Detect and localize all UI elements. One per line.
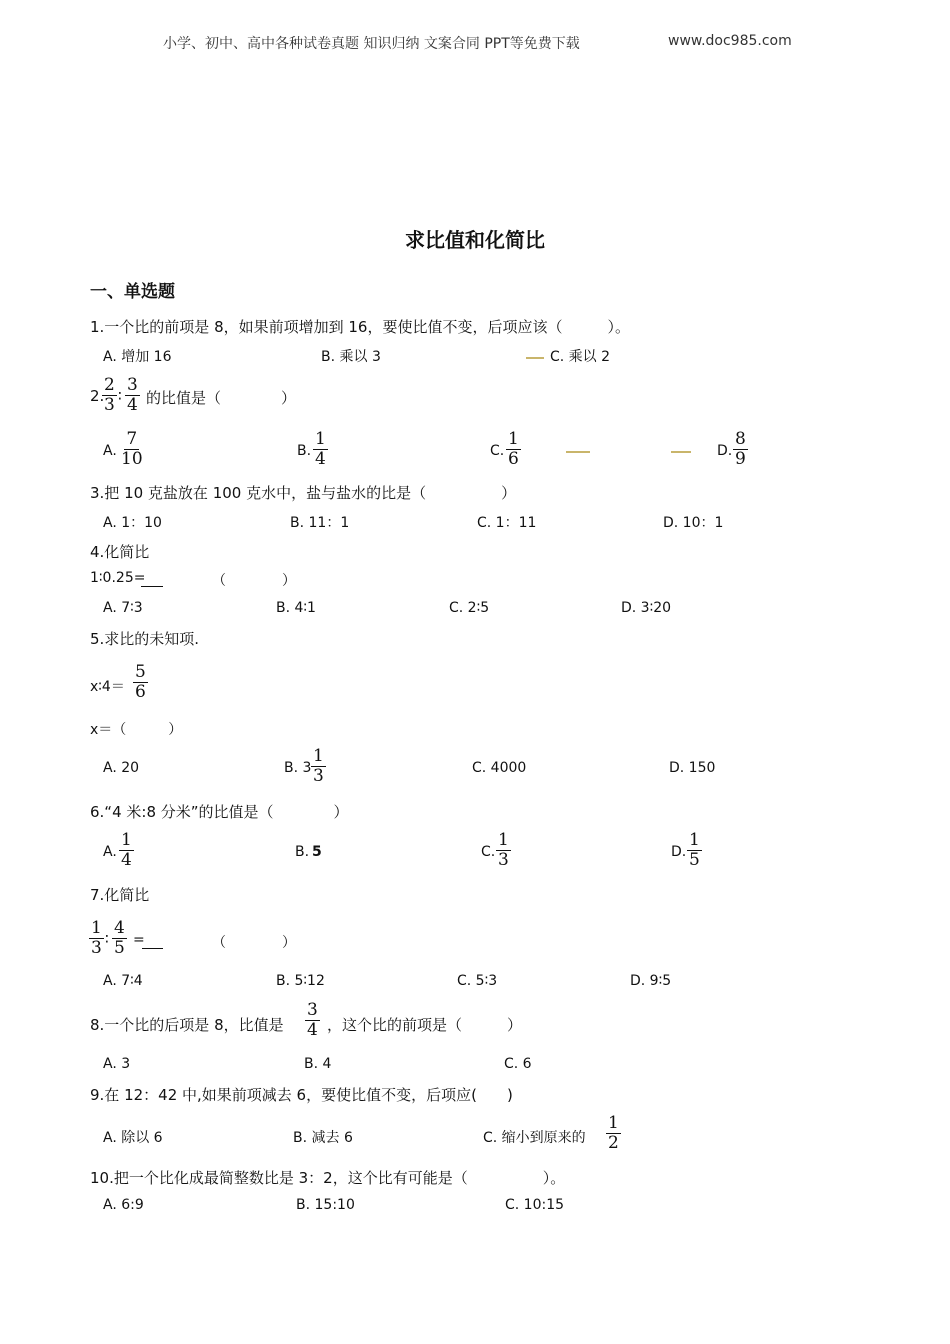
q4-option-d[interactable]: D. 3∶20 bbox=[621, 600, 672, 616]
q6-option-c-label[interactable]: C. bbox=[481, 844, 496, 860]
section-heading: 一、单选题 bbox=[90, 282, 175, 302]
q5-stem: 5.求比的未知项. bbox=[90, 630, 200, 648]
q2-a-num: 7 bbox=[126, 429, 138, 449]
q8-stem-a: 8.一个比的后项是 8，比值是 bbox=[90, 1016, 284, 1034]
q5-f-den: 6 bbox=[135, 682, 146, 702]
q4-option-c[interactable]: C. 2∶5 bbox=[449, 600, 490, 616]
q7-f1-num: 1 bbox=[91, 918, 102, 938]
q5-option-b-fraction[interactable] bbox=[311, 747, 326, 786]
q3-option-b[interactable]: B. 11：1 bbox=[290, 515, 350, 531]
q5-option-d[interactable]: D. 150 bbox=[669, 760, 716, 776]
q2-option-c-fraction[interactable] bbox=[506, 430, 521, 469]
q2-c-num: 1 bbox=[508, 429, 519, 449]
q5-b-den: 3 bbox=[313, 766, 324, 786]
q2-f2-den: 4 bbox=[127, 395, 138, 415]
q7-option-d[interactable]: D. 9∶5 bbox=[630, 973, 672, 989]
q2-f1-num: 2 bbox=[104, 375, 115, 395]
q2-option-c-label[interactable]: C. bbox=[490, 443, 505, 459]
q4-option-b[interactable]: B. 4∶1 bbox=[276, 600, 316, 616]
q9-c-den: 2 bbox=[608, 1133, 619, 1153]
q7-f2-num: 4 bbox=[114, 918, 125, 938]
answer-blank[interactable] bbox=[141, 586, 163, 587]
header-text: 小学、初中、高中各种试卷真题 知识归纳 文案合同 PPT等免费下载 bbox=[163, 36, 580, 52]
q6-a-den: 4 bbox=[121, 850, 132, 870]
q8-option-b[interactable]: B. 4 bbox=[304, 1056, 332, 1072]
q9-option-c[interactable]: C. 缩小到原来的 bbox=[483, 1130, 586, 1146]
q2-f1-den: 3 bbox=[104, 395, 115, 415]
q10-option-c[interactable]: C. 10:15 bbox=[505, 1197, 565, 1213]
q2-fraction-1 bbox=[102, 376, 117, 415]
q10-option-b[interactable]: B. 15:10 bbox=[296, 1197, 355, 1213]
q7-f1-den: 3 bbox=[91, 938, 102, 958]
q7-equals: = bbox=[133, 932, 145, 948]
q9-option-a[interactable]: A. 除以 6 bbox=[103, 1130, 163, 1146]
q2-option-d-fraction[interactable] bbox=[733, 430, 748, 469]
q9-stem: 9.在 12：42 中,如果前项减去 6，要使比值不变，后项应( ) bbox=[90, 1086, 513, 1104]
q8-f-num: 3 bbox=[307, 1000, 318, 1020]
q1-option-b[interactable]: B. 乘以 3 bbox=[321, 349, 381, 365]
q3-option-d[interactable]: D. 10：1 bbox=[663, 515, 724, 531]
q2-f2-num: 3 bbox=[127, 375, 138, 395]
q8-fraction bbox=[305, 1001, 320, 1040]
q6-option-c-fraction[interactable] bbox=[496, 831, 511, 870]
q6-option-d-label[interactable]: D. bbox=[671, 844, 687, 860]
q2-option-b-label[interactable]: B. bbox=[297, 443, 312, 459]
q6-d-num: 1 bbox=[689, 830, 700, 850]
q10-stem: 10.把一个比化成最简整数比是 3：2，这个比有可能是（ ）。 bbox=[90, 1169, 566, 1187]
highlight-mark bbox=[566, 451, 590, 453]
q2-fraction-2 bbox=[125, 376, 140, 415]
q3-option-a[interactable]: A. 1：10 bbox=[103, 515, 162, 531]
q8-f-den: 4 bbox=[307, 1020, 318, 1040]
q7-stem: 7.化简比 bbox=[90, 886, 150, 904]
q6-stem: 6.“4 米:8 分米”的比值是（ ） bbox=[90, 803, 349, 821]
q2-b-num: 1 bbox=[315, 429, 326, 449]
q2-option-d-label[interactable]: D. bbox=[717, 443, 733, 459]
q5-option-b-label[interactable]: B. 3 bbox=[284, 760, 312, 776]
q5-fraction bbox=[133, 663, 148, 702]
q5-ask: x＝（ ） bbox=[90, 722, 183, 738]
q6-option-a-label[interactable]: A. bbox=[103, 844, 117, 860]
q1-option-a[interactable]: A. 增加 16 bbox=[103, 349, 172, 365]
q2-a-den: 10 bbox=[121, 449, 143, 469]
q6-c-den: 3 bbox=[498, 850, 509, 870]
q6-c-num: 1 bbox=[498, 830, 509, 850]
q8-stem-b: ，这个比的前项是（ ） bbox=[327, 1016, 523, 1034]
q2-option-a-label[interactable]: A. bbox=[103, 443, 117, 459]
q7-option-a[interactable]: A. 7∶4 bbox=[103, 973, 143, 989]
q10-option-a[interactable]: A. 6:9 bbox=[103, 1197, 144, 1213]
q7-fraction-1 bbox=[89, 919, 104, 958]
q2-d-num: 8 bbox=[735, 429, 746, 449]
highlight-mark bbox=[671, 451, 691, 453]
q8-option-a[interactable]: A. 3 bbox=[103, 1056, 131, 1072]
q2-colon: ∶ bbox=[118, 387, 122, 405]
answer-blank[interactable] bbox=[142, 948, 163, 949]
q7-paren: （ ） bbox=[212, 935, 296, 951]
q4-paren: （ ） bbox=[212, 573, 296, 589]
q1-stem: 1.一个比的前项是 8，如果前项增加到 16，要使比值不变，后项应该（ ）。 bbox=[90, 318, 630, 336]
q5-expression: x∶4＝ bbox=[90, 679, 125, 695]
q6-a-num: 1 bbox=[121, 830, 132, 850]
q5-option-a[interactable]: A. 20 bbox=[103, 760, 140, 776]
q6-option-b-value[interactable]: 5 bbox=[312, 844, 322, 860]
q4-option-a[interactable]: A. 7∶3 bbox=[103, 600, 143, 616]
page-title: 求比值和化简比 bbox=[405, 228, 545, 252]
q7-f2-den: 5 bbox=[114, 938, 125, 958]
q7-colon: ∶ bbox=[105, 930, 109, 948]
q5-b-num: 1 bbox=[313, 746, 324, 766]
q6-option-a-fraction[interactable] bbox=[119, 831, 134, 870]
q4-stem: 4.化简比 bbox=[90, 543, 150, 561]
q7-option-c[interactable]: C. 5∶3 bbox=[457, 973, 498, 989]
q7-option-b[interactable]: B. 5∶12 bbox=[276, 973, 325, 989]
q9-c-num: 1 bbox=[608, 1113, 619, 1133]
highlight-mark bbox=[526, 357, 544, 359]
q6-option-d-fraction[interactable] bbox=[687, 831, 702, 870]
q6-d-den: 5 bbox=[689, 850, 700, 870]
q2-prefix: 2. bbox=[90, 387, 105, 405]
q4-expression: 1∶0.25= bbox=[90, 570, 146, 586]
q3-stem: 3.把 10 克盐放在 100 克水中，盐与盐水的比是（ ） bbox=[90, 484, 517, 502]
q3-option-c[interactable]: C. 1：11 bbox=[477, 515, 537, 531]
q9-option-b[interactable]: B. 减去 6 bbox=[293, 1130, 353, 1146]
q2-d-den: 9 bbox=[735, 449, 746, 469]
q8-option-c[interactable]: C. 6 bbox=[504, 1056, 532, 1072]
q2-option-b-fraction[interactable] bbox=[313, 430, 328, 469]
q5-option-c[interactable]: C. 4000 bbox=[472, 760, 527, 776]
q9-option-c-fraction[interactable] bbox=[606, 1114, 621, 1153]
q2-b-den: 4 bbox=[315, 449, 326, 469]
q6-option-b-label[interactable]: B. bbox=[295, 844, 310, 860]
q5-f-num: 5 bbox=[135, 662, 146, 682]
header-site[interactable]: www.doc985.com bbox=[668, 33, 792, 49]
q1-option-c[interactable]: C. 乘以 2 bbox=[550, 349, 611, 365]
q2-suffix: 的比值是（ ） bbox=[146, 389, 297, 407]
q7-fraction-2 bbox=[112, 919, 127, 958]
q2-c-den: 6 bbox=[508, 449, 519, 469]
q2-option-a-fraction[interactable] bbox=[119, 430, 145, 469]
